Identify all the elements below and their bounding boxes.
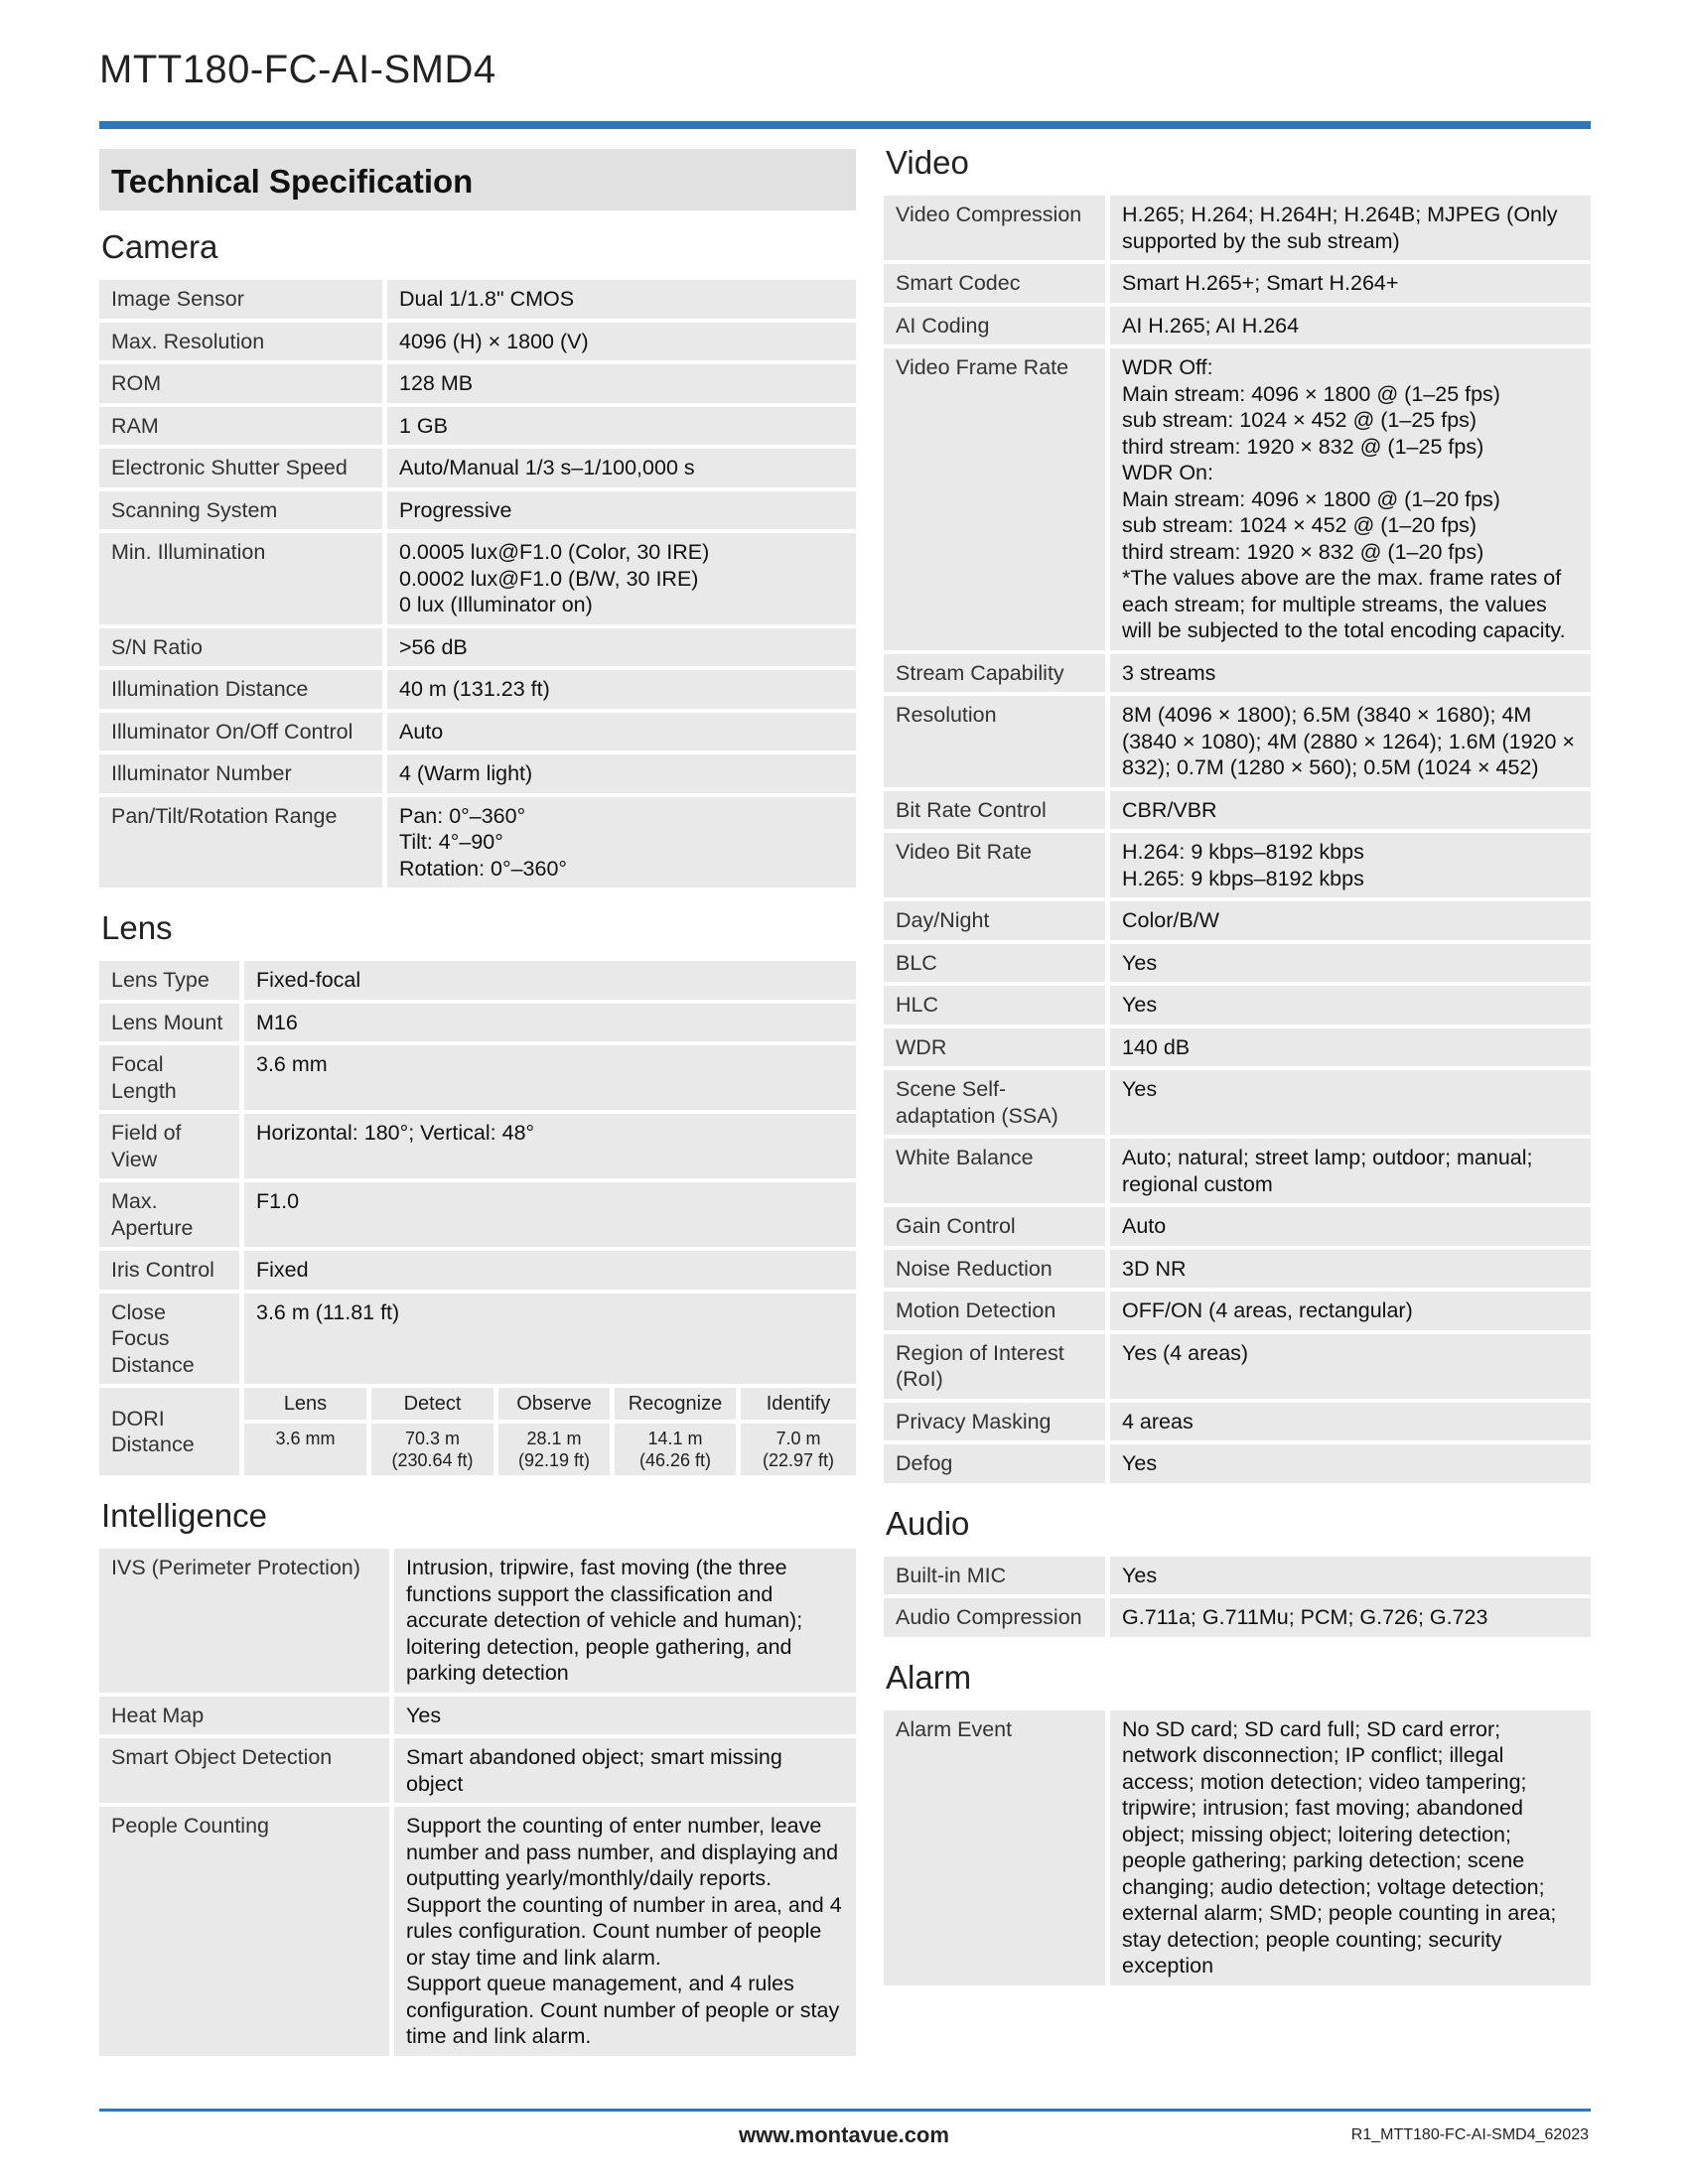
lens-table	[99, 957, 856, 1388]
spec-label: Iris Control	[99, 1251, 244, 1290]
spec-value: H.265; H.264; H.264H; H.264B; MJPEG (Only supported by the sub stream)	[1110, 196, 1591, 260]
spec-value: Yes	[394, 1697, 856, 1735]
spec-value: F1.0	[244, 1182, 856, 1247]
spec-value: Yes (4 areas)	[1110, 1334, 1591, 1399]
alarm-table	[884, 1706, 1591, 1989]
spec-value: 4 areas	[1110, 1403, 1591, 1441]
header-rule	[99, 121, 1591, 129]
spec-value: Auto/Manual 1/3 s–1/100,000 s	[387, 449, 856, 487]
spec-value: 3 streams	[1110, 654, 1591, 693]
section-title-alarm: Alarm	[886, 1658, 972, 1696]
spec-label: IVS (Perimeter Protection)	[99, 1549, 394, 1693]
spec-value: WDR Off: Main stream: 4096 × 1800 @ (1–25 fps) sub stream: 1024 × 452 @ (1–25 fps) third stream: 1920 × 832 @ (1–25 fps) WDR On: Main stream: 4096 × 1800 @ (1–20 fps) sub stream: 1024 × 452 @ (1–20 fps) third stream: 1920 × 832 @ (1–20 fps) *The values above are the max. frame rates of each stream; for multiple streams, the values will be subjected to the total encoding capacity.	[1110, 348, 1591, 650]
spec-value: Yes	[1110, 1070, 1591, 1135]
section-title-camera: Camera	[101, 228, 218, 265]
spec-label: Scanning System	[99, 491, 387, 530]
video-spec-row	[884, 791, 1591, 830]
spec-value: 3D NR	[1110, 1250, 1591, 1289]
dori-value-detect: 70.3 m (230.64 ft)	[371, 1424, 498, 1475]
spec-label: Day/Night	[884, 901, 1110, 940]
spec-label: ROM	[99, 364, 387, 403]
spec-value: Fixed	[244, 1251, 856, 1290]
video-spec-row	[884, 1139, 1591, 1203]
video-spec-row	[884, 1028, 1591, 1067]
camera-spec-row	[99, 364, 856, 403]
spec-value: M16	[244, 1004, 856, 1042]
spec-label: Max. Resolution	[99, 323, 387, 361]
spec-label: Lens Type	[99, 961, 244, 1000]
spec-value: Dual 1/1.8" CMOS	[387, 280, 856, 319]
dori-header-recognize: Recognize	[615, 1388, 741, 1420]
spec-label: Field of View	[99, 1114, 244, 1178]
spec-label: Electronic Shutter Speed	[99, 449, 387, 487]
audio-spec-row	[884, 1598, 1591, 1637]
spec-label: Stream Capability	[884, 654, 1110, 693]
spec-label: WDR	[884, 1028, 1110, 1067]
spec-label: Illumination Distance	[99, 670, 387, 709]
spec-label: Close Focus Distance	[99, 1294, 244, 1385]
spec-value: Pan: 0°–360° Tilt: 4°–90° Rotation: 0°–360°	[387, 797, 856, 888]
camera-spec-row	[99, 713, 856, 751]
video-spec-row	[884, 654, 1591, 693]
spec-label: Lens Mount	[99, 1004, 244, 1042]
spec-value: >56 dB	[387, 628, 856, 667]
spec-value: 3.6 mm	[244, 1045, 856, 1110]
video-table	[884, 192, 1591, 1487]
camera-spec-row	[99, 797, 856, 888]
left-column	[99, 149, 856, 2060]
lens-spec-row	[99, 1045, 856, 1110]
spec-value: Auto	[387, 713, 856, 751]
spec-banner: Technical Specification	[99, 149, 856, 210]
spec-value: Yes	[1110, 1444, 1591, 1483]
section-title-lens: Lens	[101, 909, 173, 946]
spec-label: Gain Control	[884, 1207, 1110, 1246]
camera-spec-row	[99, 628, 856, 667]
spec-value: Yes	[1110, 1557, 1591, 1595]
spec-value: Yes	[1110, 944, 1591, 983]
spec-label: Pan/Tilt/Rotation Range	[99, 797, 387, 888]
spec-value: CBR/VBR	[1110, 791, 1591, 830]
spec-value: OFF/ON (4 areas, rectangular)	[1110, 1292, 1591, 1330]
spec-label: Privacy Masking	[884, 1403, 1110, 1441]
spec-label: RAM	[99, 407, 387, 446]
video-spec-row	[884, 1403, 1591, 1441]
spec-label: Illuminator Number	[99, 754, 387, 793]
dori-value-recognize: 14.1 m (46.26 ft)	[615, 1424, 741, 1475]
camera-spec-row	[99, 491, 856, 530]
video-spec-row	[884, 696, 1591, 787]
video-spec-row	[884, 264, 1591, 303]
spec-label: HLC	[884, 986, 1110, 1024]
video-spec-row	[884, 833, 1591, 897]
spec-value: Smart H.265+; Smart H.264+	[1110, 264, 1591, 303]
spec-label: Resolution	[884, 696, 1110, 787]
spec-label: Alarm Event	[884, 1710, 1110, 1985]
spec-label: Audio Compression	[884, 1598, 1110, 1637]
video-spec-row	[884, 986, 1591, 1024]
spec-label: Image Sensor	[99, 280, 387, 319]
camera-spec-row	[99, 670, 856, 709]
camera-spec-row	[99, 407, 856, 446]
spec-label: Video Bit Rate	[884, 833, 1110, 897]
video-spec-row	[884, 348, 1591, 650]
footer-doc-code: R1_MTT180-FC-AI-SMD4_62023	[1350, 2126, 1589, 2143]
spec-label: Heat Map	[99, 1697, 394, 1735]
spec-value: AI H.265; AI H.264	[1110, 307, 1591, 345]
spec-value: Yes	[1110, 986, 1591, 1024]
spec-label: Bit Rate Control	[884, 791, 1110, 830]
intelligence-table	[99, 1545, 856, 2060]
spec-label: Motion Detection	[884, 1292, 1110, 1330]
video-spec-row	[884, 307, 1591, 345]
dori-value-identify: 7.0 m (22.97 ft)	[741, 1424, 856, 1475]
footer-rule	[99, 2109, 1591, 2112]
intelligence-spec-row	[99, 1549, 856, 1693]
spec-value: 1 GB	[387, 407, 856, 446]
dori-header-observe: Observe	[498, 1388, 615, 1420]
spec-label: AI Coding	[884, 307, 1110, 345]
spec-value: 128 MB	[387, 364, 856, 403]
spec-label: Defog	[884, 1444, 1110, 1483]
spec-label: Focal Length	[99, 1045, 244, 1110]
spec-value: H.264: 9 kbps–8192 kbps H.265: 9 kbps–8192 kbps	[1110, 833, 1591, 897]
spec-label: Scene Self-adaptation (SSA)	[884, 1070, 1110, 1135]
video-spec-row	[884, 1250, 1591, 1289]
spec-value: Auto; natural; street lamp; outdoor; manual; regional custom	[1110, 1139, 1591, 1203]
spec-value: 140 dB	[1110, 1028, 1591, 1067]
dori-table	[99, 1384, 856, 1479]
lens-spec-row	[99, 1182, 856, 1247]
spec-value: 8M (4096 × 1800); 6.5M (3840 × 1680); 4M (3840 × 1080); 4M (2880 × 1264); 1.6M (1920 × 832); 0.7M (1280 × 560); 0.5M (1024 × 452)	[1110, 696, 1591, 787]
section-title-audio: Audio	[886, 1504, 970, 1542]
spec-value: No SD card; SD card full; SD card error; network disconnection; IP conflict; illegal access; motion detection; video tampering; tripwire; intrusion; fast moving; abandoned object; missing object; loitering detection; people gathering; parking detection; scene changing; audio detection; voltage detection; external alarm; SMD; people counting in area; stay detection; people counting; security exception	[1110, 1710, 1591, 1985]
spec-value: 3.6 m (11.81 ft)	[244, 1294, 856, 1385]
dori-header-row	[99, 1388, 856, 1420]
spec-value: Horizontal: 180°; Vertical: 48°	[244, 1114, 856, 1178]
spec-label: Video Compression	[884, 196, 1110, 260]
video-spec-row	[884, 1292, 1591, 1330]
lens-spec-row	[99, 961, 856, 1000]
intelligence-spec-row	[99, 1807, 856, 2056]
spec-label: BLC	[884, 944, 1110, 983]
spec-value: Auto	[1110, 1207, 1591, 1246]
spec-label: People Counting	[99, 1807, 394, 2056]
camera-spec-row	[99, 754, 856, 793]
spec-label: Noise Reduction	[884, 1250, 1110, 1289]
dori-header-detect: Detect	[371, 1388, 498, 1420]
footer-url[interactable]: www.montavue.com	[739, 2122, 949, 2147]
spec-label: S/N Ratio	[99, 628, 387, 667]
spec-value: Color/B/W	[1110, 901, 1591, 940]
spec-label: Video Frame Rate	[884, 348, 1110, 650]
dori-value-lens: 3.6 mm	[244, 1424, 371, 1475]
spec-value: 4096 (H) × 1800 (V)	[387, 323, 856, 361]
dori-value-observe: 28.1 m (92.19 ft)	[498, 1424, 615, 1475]
spec-value: G.711a; G.711Mu; PCM; G.726; G.723	[1110, 1598, 1591, 1637]
audio-spec-row	[884, 1557, 1591, 1595]
camera-spec-row	[99, 533, 856, 624]
video-spec-row	[884, 901, 1591, 940]
video-spec-row	[884, 1207, 1591, 1246]
intelligence-spec-row	[99, 1738, 856, 1803]
video-spec-row	[884, 196, 1591, 260]
dori-label: DORI Distance	[99, 1388, 244, 1475]
spec-label: Built-in MIC	[884, 1557, 1110, 1595]
lens-spec-row	[99, 1004, 856, 1042]
video-spec-row	[884, 944, 1591, 983]
spec-label: Min. Illumination	[99, 533, 387, 624]
document-title: MTT180-FC-AI-SMD4	[99, 48, 496, 91]
audio-table	[884, 1553, 1591, 1641]
alarm-spec-row	[884, 1710, 1591, 1985]
spec-value: 0.0005 lux@F1.0 (Color, 30 IRE) 0.0002 lux@F1.0 (B/W, 30 IRE) 0 lux (Illuminator on)	[387, 533, 856, 624]
spec-label: Smart Codec	[884, 264, 1110, 303]
spec-label: Region of Interest (RoI)	[884, 1334, 1110, 1399]
section-title-video: Video	[886, 144, 969, 181]
spec-label: Illuminator On/Off Control	[99, 713, 387, 751]
dori-header-identify: Identify	[741, 1388, 856, 1420]
lens-spec-row	[99, 1251, 856, 1290]
camera-spec-row	[99, 449, 856, 487]
spec-label: Smart Object Detection	[99, 1738, 394, 1803]
intelligence-spec-row	[99, 1697, 856, 1735]
spec-value: Smart abandoned object; smart missing object	[394, 1738, 856, 1803]
spec-value: Intrusion, tripwire, fast moving (the three functions support the classification and accurate detection of vehicle and human); loitering detection, people gathering, and parking detection	[394, 1549, 856, 1693]
video-spec-row	[884, 1070, 1591, 1135]
spec-value: 40 m (131.23 ft)	[387, 670, 856, 709]
spec-label: Max. Aperture	[99, 1182, 244, 1247]
video-spec-row	[884, 1334, 1591, 1399]
dori-header-lens: Lens	[244, 1388, 371, 1420]
camera-spec-row	[99, 323, 856, 361]
spec-value: Support the counting of enter number, leave number and pass number, and displaying and outputting yearly/monthly/daily reports. Support the counting of number in area, and 4 rules configuration. Count number of people or stay time and link alarm. Support queue management, and 4 rules configuration. Count number of people or stay time and link alarm.	[394, 1807, 856, 2056]
camera-table	[99, 276, 856, 891]
lens-spec-row	[99, 1114, 856, 1178]
spec-value: Progressive	[387, 491, 856, 530]
video-spec-row	[884, 1444, 1591, 1483]
spec-value: 4 (Warm light)	[387, 754, 856, 793]
spec-label: White Balance	[884, 1139, 1110, 1203]
right-column	[884, 144, 1591, 1989]
camera-spec-row	[99, 280, 856, 319]
section-title-intelligence: Intelligence	[101, 1497, 267, 1534]
spec-value: Fixed-focal	[244, 961, 856, 1000]
lens-spec-row	[99, 1294, 856, 1385]
